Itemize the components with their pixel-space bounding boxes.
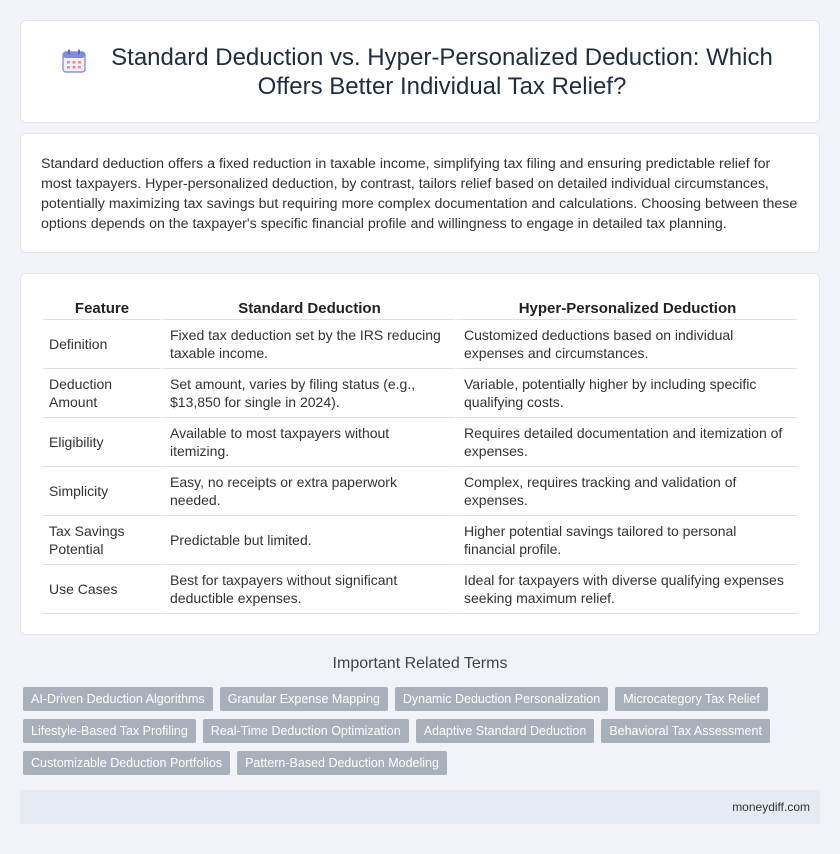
table-row xyxy=(43,320,797,369)
related-term-tag[interactable]: Dynamic Deduction Personalization xyxy=(395,687,608,711)
related-term-tag[interactable]: Granular Expense Mapping xyxy=(220,687,388,711)
related-term-tag[interactable]: Customizable Deduction Portfolios xyxy=(23,751,230,775)
table-row xyxy=(43,467,797,516)
comparison-table xyxy=(43,294,797,614)
intro-card xyxy=(20,133,820,253)
row-hyper: Complex, requires tracking and validation of expenses. xyxy=(455,467,797,516)
related-term-tag[interactable]: Behavioral Tax Assessment xyxy=(601,719,770,743)
table-row xyxy=(43,565,797,614)
table-header-row xyxy=(43,294,797,320)
row-standard: Available to most taxpayers without itemizing. xyxy=(161,418,455,467)
row-feature: Definition xyxy=(43,320,161,369)
footer-site-link[interactable]: moneydiff.com xyxy=(732,800,810,814)
header-hyper: Hyper-Personalized Deduction xyxy=(455,294,797,320)
row-feature: Use Cases xyxy=(43,565,161,614)
row-hyper: Ideal for taxpayers with diverse qualifying expenses seeking maximum relief. xyxy=(455,565,797,614)
related-term-tag[interactable]: Real-Time Deduction Optimization xyxy=(203,719,409,743)
header-standard: Standard Deduction xyxy=(161,294,455,320)
table-row xyxy=(43,516,797,565)
row-standard: Best for taxpayers without significant deductible expenses. xyxy=(161,565,455,614)
row-feature: Eligibility xyxy=(43,418,161,467)
related-terms-title: Important Related Terms xyxy=(332,655,508,672)
row-feature: Simplicity xyxy=(43,467,161,516)
row-standard: Predictable but limited. xyxy=(161,516,455,565)
row-standard: Easy, no receipts or extra paperwork needed. xyxy=(161,467,455,516)
row-hyper: Higher potential savings tailored to personal financial profile. xyxy=(455,516,797,565)
row-hyper: Requires detailed documentation and itemization of expenses. xyxy=(455,418,797,467)
related-term-tag[interactable]: Adaptive Standard Deduction xyxy=(416,719,595,743)
row-feature: Tax Savings Potential xyxy=(43,516,161,565)
row-hyper: Customized deductions based on individual expenses and circumstances. xyxy=(455,320,797,369)
row-hyper: Variable, potentially higher by including specific qualifying costs. xyxy=(455,369,797,418)
row-standard: Set amount, varies by filing status (e.g., $13,850 for single in 2024). xyxy=(161,369,455,418)
related-terms-list xyxy=(23,687,823,775)
table-row xyxy=(43,418,797,467)
related-term-tag[interactable]: AI-Driven Deduction Algorithms xyxy=(23,687,213,711)
footer xyxy=(20,790,820,824)
comparison-card xyxy=(20,273,820,635)
page-title: Standard Deduction vs. Hyper-Personalized Deduction: Which Offers Better Individual Tax Relief? xyxy=(111,43,773,100)
related-term-tag[interactable]: Microcategory Tax Relief xyxy=(615,687,768,711)
header-feature: Feature xyxy=(43,294,161,320)
row-standard: Fixed tax deduction set by the IRS reducing taxable income. xyxy=(161,320,455,369)
related-term-tag[interactable]: Pattern-Based Deduction Modeling xyxy=(237,751,447,775)
row-feature: Deduction Amount xyxy=(43,369,161,418)
header-card xyxy=(20,20,820,123)
intro-paragraph: Standard deduction offers a fixed reduction in taxable income, simplifying tax filing and ensuring predictable relief for most taxpayers. Hyper-personalized deduction, by contrast, tailors relief based on detailed individual circumstances, potentially maximizing tax savings but requiring more complex documentation and calculations. Choosing between these options depends on the taxpayer's specific financial profile and willingness to engage in detailed tax planning. xyxy=(41,156,798,232)
calendar-icon xyxy=(61,48,87,74)
table-row xyxy=(43,369,797,418)
related-term-tag[interactable]: Lifestyle-Based Tax Profiling xyxy=(23,719,196,743)
